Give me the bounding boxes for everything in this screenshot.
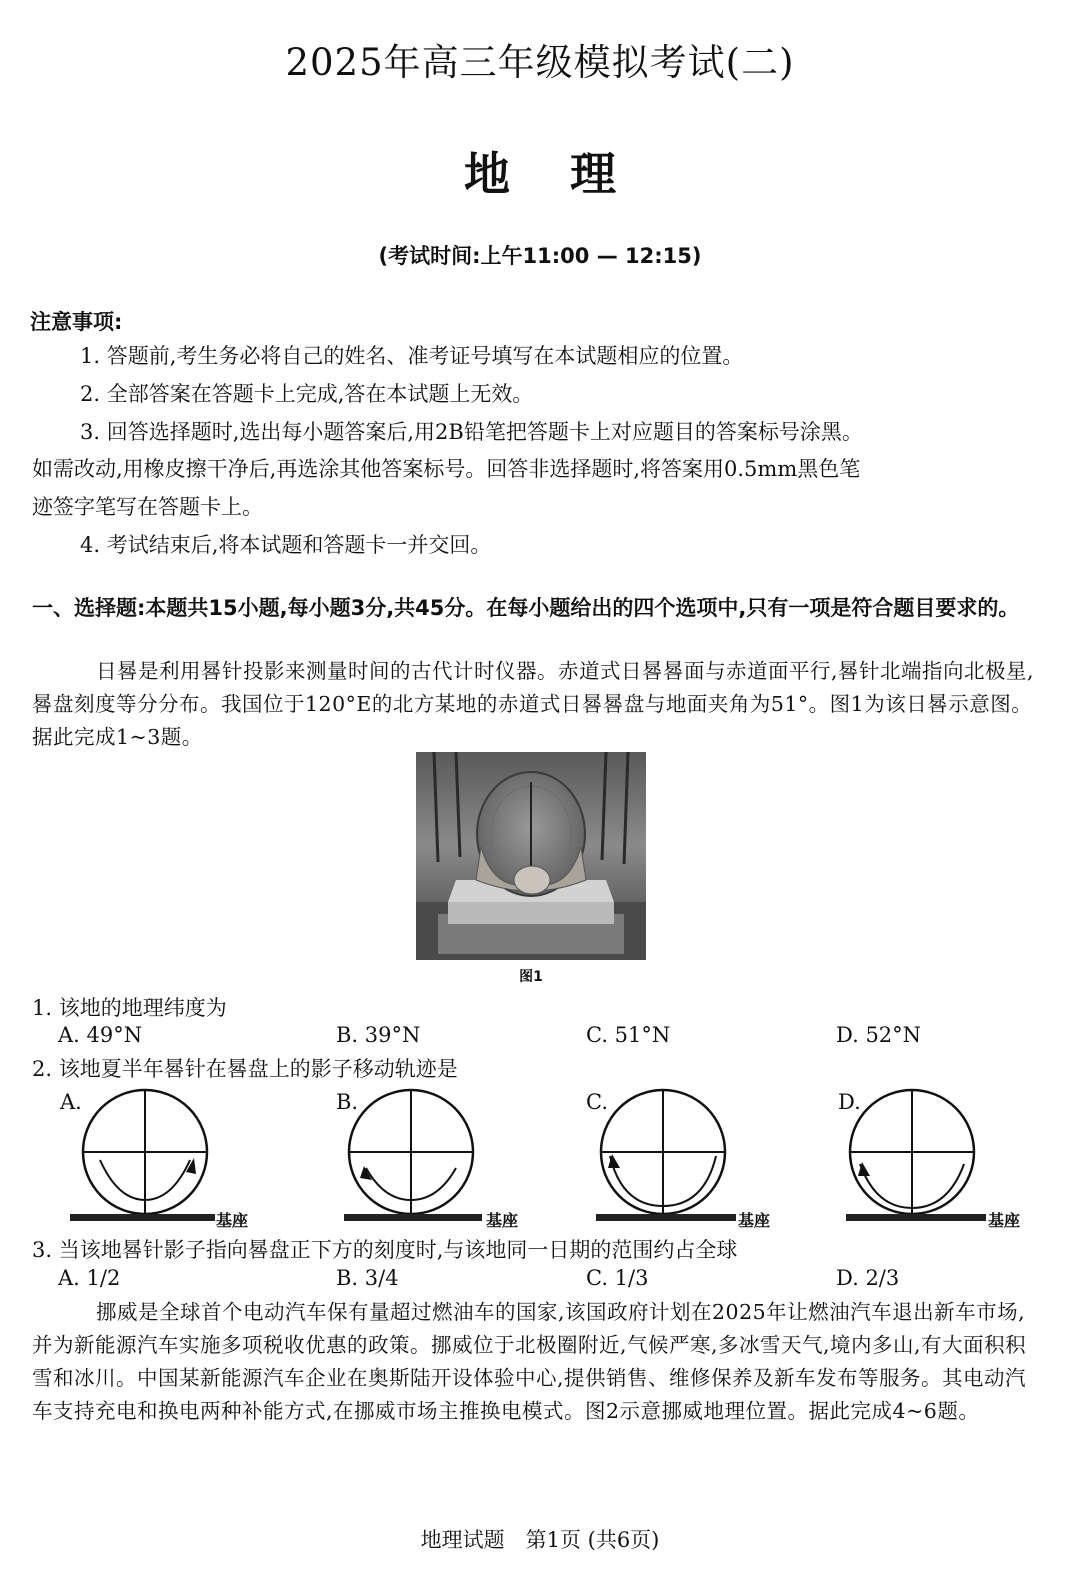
question-3-stem: 3. 当该地晷针影子指向晷盘正下方的刻度时,与该地同一日期的范围约占全球	[32, 1238, 738, 1262]
notice-item-2: 2. 全部答案在答题卡上完成,答在本试题上无效。	[80, 382, 534, 406]
q2-a-base-label: 基座	[216, 1211, 249, 1230]
intro-paragraph	[32, 655, 1037, 754]
q3-option-b: B. 3/4	[336, 1266, 399, 1290]
subject-title: 地理	[464, 147, 676, 201]
q3-option-a: A. 1/2	[58, 1266, 121, 1290]
notice-item-3: 3. 回答选择题时,选出每小题答案后,用2B铅笔把答题卡上对应题目的答案标号涂黑。	[80, 420, 863, 444]
q2-b-base-label: 基座	[486, 1211, 519, 1230]
notice-item-4: 4. 考试结束后,将本试题和答题卡一并交回。	[80, 533, 492, 557]
question-2-stem: 2. 该地夏半年晷针在晷盘上的影子移动轨迹是	[32, 1057, 458, 1081]
q2-d-base-label: 基座	[988, 1211, 1021, 1230]
q1-option-c: C. 51°N	[586, 1023, 671, 1047]
q3-option-c: C. 1/3	[586, 1266, 649, 1290]
q1-option-b: B. 39°N	[336, 1023, 421, 1047]
q2-option-b-label: B.	[336, 1090, 359, 1114]
norway-passage	[32, 1296, 1037, 1428]
norway-passage-text: 挪威是全球首个电动汽车保有量超过燃油车的国家,该国政府计划在2025年让燃油汽车退出新车市场,并为新能源汽车实施多项税收优惠的政策。挪威位于北极圈附近,气候严寒,多冰雪天气,境内多山,有大面积积雪和冰川。中国某新能源汽车企业在奥斯陆开设体验中心,提供销售、维修保养及新车发布等服务。其电动汽车支持充电和换电两种补能方式,在挪威市场主推换电模式。图2示意挪威地理位置。据此完成4~6题。	[32, 1300, 1027, 1423]
q2-diagram-b	[336, 1088, 546, 1228]
notice-item-1: 1. 答题前,考生务必将自己的姓名、准考证号填写在本试题相应的位置。	[80, 344, 744, 368]
q2-diagram-a	[60, 1088, 270, 1228]
section-heading: 一、选择题:本题共15小题,每小题3分,共45分。在每小题给出的四个选项中,只有一项是符合题目要求的。	[32, 596, 1020, 620]
q2-diagram-d	[836, 1088, 1046, 1228]
q3-option-d: D. 2/3	[836, 1266, 900, 1290]
sundial-photo	[416, 752, 646, 960]
notice-heading: 注意事项:	[30, 310, 123, 334]
intro-text: 日晷是利用晷针投影来测量时间的古代计时仪器。赤道式日晷晷面与赤道面平行,晷针北端指向北极星,晷盘刻度等分分布。我国位于120°E的北方某地的赤道式日晷晷盘与地面夹角为51°。图1为该日晷示意图。据此完成1~3题。	[32, 659, 1035, 749]
exam-time: (考试时间:上午11:00 — 12:15)	[378, 244, 702, 268]
q1-option-a: A. 49°N	[58, 1023, 143, 1047]
q2-c-base-label: 基座	[738, 1211, 771, 1230]
q2-option-d-label: D.	[838, 1090, 861, 1114]
notice-item-3-cont: 如需改动,用橡皮擦干净后,再选涂其他答案标号。回答非选择题时,将答案用0.5mm黑色笔	[32, 457, 861, 481]
page-footer: 地理试题 第1页 (共6页)	[420, 1528, 660, 1552]
q2-option-a-label: A.	[60, 1090, 82, 1114]
exam-title: 2025年高三年级模拟考试(二)	[285, 41, 795, 84]
figure-caption: 图1	[519, 969, 543, 985]
notice-item-3-cont2: 迹签字笔写在答题卡上。	[32, 495, 263, 519]
q1-option-d: D. 52°N	[836, 1023, 922, 1047]
question-1-stem: 1. 该地的地理纬度为	[32, 996, 227, 1020]
q2-diagram-c	[586, 1088, 796, 1228]
q2-option-c-label: C.	[586, 1090, 608, 1114]
